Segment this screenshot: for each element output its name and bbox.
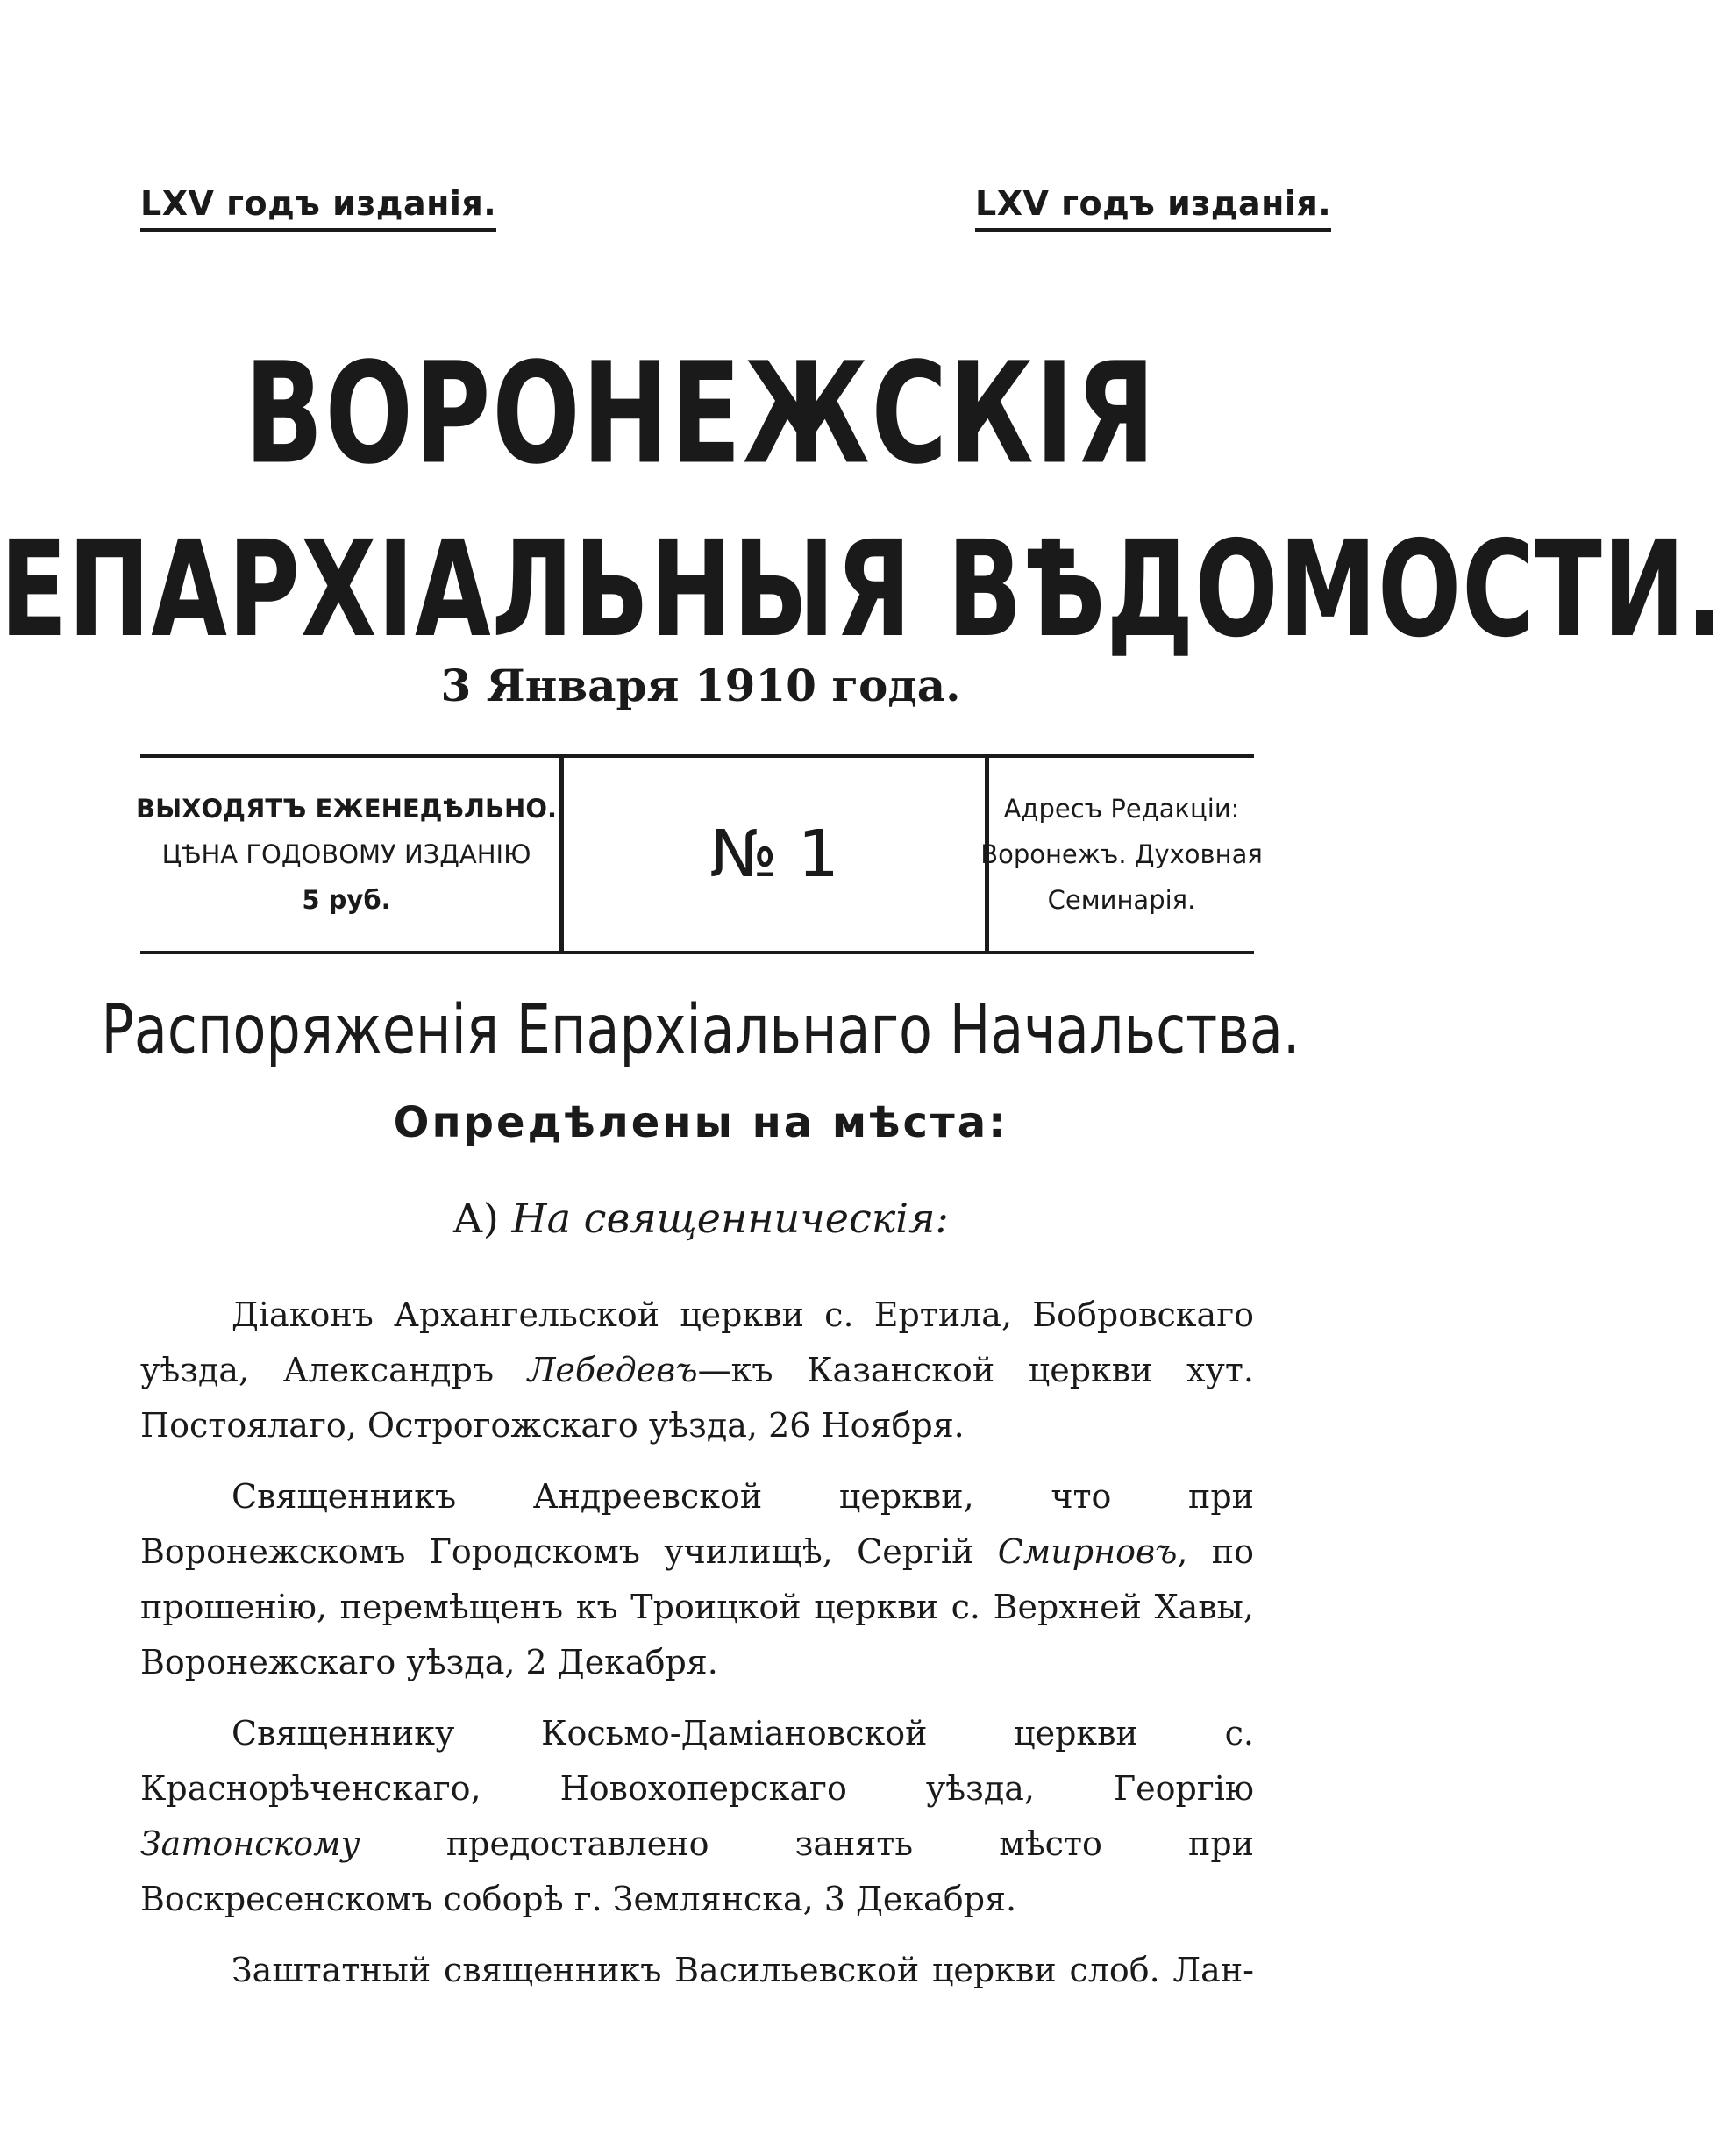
person-name: Затонскому: [140, 1824, 360, 1863]
category-prefix: А): [452, 1195, 499, 1242]
paragraph-text: , по прошенію, перемѣщенъ къ Троицкой церкви с. Верхней Хавы, Воронежскаго уѣзда, 2 Декабря.: [140, 1532, 1254, 1681]
masthead-title-line2: ЕПАРХІАЛЬНЫЯ ВѢДОМОСТИ.: [0, 513, 1724, 668]
publication-info: [136, 758, 557, 951]
address-label: Адресъ Редакціи:: [1003, 794, 1240, 824]
section-subheading: Опредѣлены на мѣста:: [393, 1098, 1008, 1147]
price-label: ЦѢНА ГОДОВОМУ ИЗДАНІЮ: [161, 839, 531, 869]
info-box: [136, 754, 1263, 954]
address-city: Воронежъ. Духовная: [980, 839, 1263, 869]
paragraph-text: Заштатный священникъ Васильевской церкви слоб. Лан-: [232, 1951, 1254, 1989]
paragraph: [140, 1469, 1254, 1690]
article-body: [140, 1288, 1254, 2014]
paragraph: [140, 1706, 1254, 1927]
section-title: Распоряженія Епархіальнаго Начальства.: [101, 989, 1300, 1070]
frequency-text: ВЫХОДЯТЪ ЕЖЕНЕДѢЛЬНО.: [136, 794, 557, 824]
editorial-address: [980, 758, 1263, 951]
paragraph-text: Діаконъ Архангельской церкви с. Ертила, Бобровскаго уѣзда, Александръ: [140, 1296, 1254, 1389]
paragraph-text: Священникъ Андреевской церкви, что при Воронежскомъ Городскомъ училищѣ, Сергій: [140, 1477, 1254, 1571]
edition-label-right: LXV годъ изданія.: [975, 184, 1331, 232]
paragraph: [140, 1943, 1254, 1998]
issue-number-box: [559, 758, 989, 951]
category-name: На священническія:: [511, 1195, 949, 1242]
person-name: Смирновъ: [997, 1532, 1178, 1571]
person-name: Лебедевъ: [527, 1351, 698, 1389]
paragraph-text: Священнику Косьмо-Даміановской церкви с. Краснорѣченскаго, Новохоперскаго уѣзда, Георгію: [140, 1714, 1254, 1808]
issue-number: № 1: [709, 817, 839, 892]
paragraph-text: предоставлено занять мѣсто при Воскресенскомъ соборѣ г. Землянска, 3 Декабря.: [140, 1824, 1254, 1918]
category-heading: [0, 1195, 1401, 1242]
masthead-title-line1: ВОРОНЕЖСКІЯ: [244, 332, 1158, 496]
paragraph-text: —къ Казанской церкви хут. Постоялаго, Острогожскаго уѣзда, 26 Ноября.: [140, 1351, 1254, 1445]
price-value: 5 руб.: [302, 885, 391, 915]
paragraph: [140, 1288, 1254, 1453]
address-institution: Семинарія.: [1047, 885, 1196, 915]
issue-date: 3 Января 1910 года.: [440, 660, 961, 711]
edition-label-left: LXV годъ изданія.: [140, 184, 496, 232]
